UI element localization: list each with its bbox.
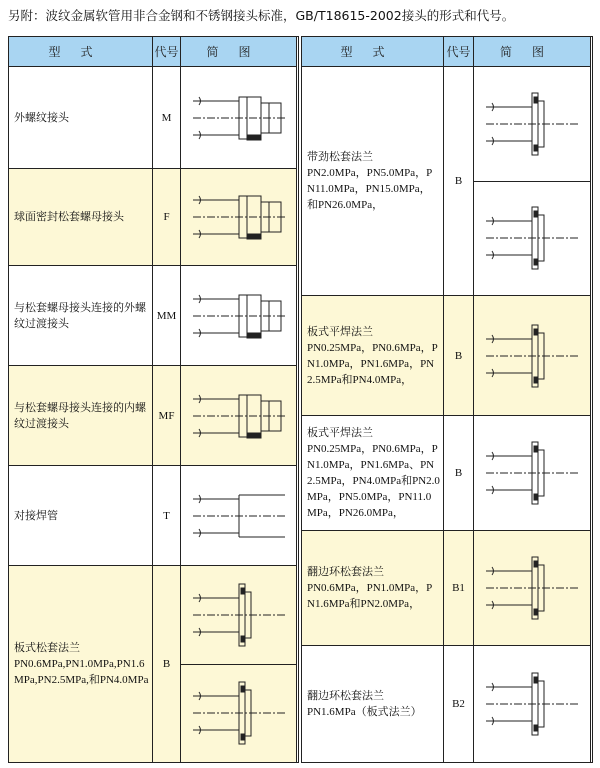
diagram-loose-plate-flange: [181, 665, 296, 763]
pressure-ratings: PN0.25MPa，PN0.6MPa，PN1.0MPa，PN1.6MPa，PN2.5MPa和PN4.0MPa，: [307, 341, 438, 386]
header-diagram: 简图: [474, 37, 591, 67]
fitting-code-cell: B2: [444, 646, 474, 763]
fitting-drawing: [482, 438, 582, 508]
fitting-drawing: [189, 281, 289, 351]
fitting-drawing: [189, 381, 289, 451]
fitting-code-cell: T: [153, 466, 181, 566]
pressure-ratings: PN0.6MPa，PN1.0MPa，PN1.6MPa和PN2.0MPa，: [307, 582, 433, 610]
fitting-code-cell: M: [153, 67, 181, 169]
fitting-drawing: [189, 481, 289, 551]
fitting-code-cell: MF: [153, 366, 181, 466]
fitting-drawing: [482, 669, 582, 739]
fitting-type-cell: [9, 466, 153, 566]
fitting-type-name: 对接焊管: [14, 509, 58, 522]
fitting-type-cell: [9, 169, 153, 266]
fitting-diagram-cell: [474, 646, 591, 763]
diagram-female-adapter: [181, 366, 296, 465]
fitting-code-cell: F: [153, 169, 181, 266]
fitting-type-name: 带劲松套法兰: [307, 151, 373, 163]
fitting-diagram-cell: [181, 466, 297, 566]
fitting-code-cell: MM: [153, 266, 181, 366]
fitting-diagram-cell: [474, 67, 591, 296]
fitting-drawing: [189, 580, 289, 650]
diagram-lap-joint-flange: [474, 531, 590, 645]
diagram-neck-loose-flange: [474, 67, 590, 182]
fitting-diagram-cell: [474, 296, 591, 416]
pressure-ratings: PN0.25MPa，PN0.6MPa，PN1.0MPa，PN1.6MPa、PN2.5MPa，PN4.0MPa和PN2.0MPa，PN5.0MPa，PN11.0MPa，PN26.0MPa，: [307, 443, 440, 519]
diagram-male-thread-fitting: [181, 67, 296, 168]
fitting-drawing: [482, 203, 582, 273]
pressure-ratings: PN2.0MPa，PN5.0MPa，PN11.0MPa，PN15.0MPa，和PN26.0MPa，: [307, 167, 433, 211]
header-code: 代号: [153, 37, 181, 67]
fitting-diagram-cell: [181, 266, 297, 366]
fitting-code-cell: B: [444, 296, 474, 416]
fitting-type-cell: [302, 646, 444, 763]
fitting-code-cell: B: [444, 67, 474, 296]
diagram-lap-joint-flange-plate: [474, 646, 590, 762]
header-type: 型式: [9, 37, 153, 67]
fitting-type-name: 球面密封松套螺母接头: [14, 211, 124, 223]
pressure-ratings: PN1.6MPa（板式法兰）: [307, 706, 422, 718]
fitting-type-name: 外螺纹接头: [14, 111, 69, 124]
fitting-type-name: 翻边环松套法兰: [307, 690, 384, 702]
fitting-type-name: 板式平焊法兰: [307, 427, 373, 439]
header-diagram: 简图: [181, 37, 297, 67]
fitting-diagram-cell: [181, 169, 297, 266]
fitting-drawing: [482, 553, 582, 623]
fitting-type-cell: [302, 296, 444, 416]
fitting-code-cell: B: [153, 566, 181, 763]
fitting-type-cell: [302, 67, 444, 296]
diagram-loose-plate-flange: [181, 566, 296, 665]
fitting-drawing: [189, 83, 289, 153]
fitting-type-name: 与松套螺母接头连接的外螺纹过渡接头: [14, 301, 146, 330]
fitting-type-cell: [302, 416, 444, 531]
fitting-code-cell: B: [444, 416, 474, 531]
fitting-type-cell: [9, 67, 153, 169]
diagram-male-adapter: [181, 266, 296, 365]
fitting-type-cell: [302, 531, 444, 646]
fitting-type-cell: [9, 566, 153, 763]
fitting-drawing: [189, 182, 289, 252]
fitting-type-cell: [9, 266, 153, 366]
fitting-diagram-cell: [181, 67, 297, 169]
page-title: 另附：波纹金属软管用非合金钢和不锈钢接头标准，GB/T18615-2002接头的形式和代号。: [8, 8, 515, 23]
fitting-drawing: [189, 678, 289, 748]
fitting-drawing: [482, 89, 582, 159]
diagram-neck-loose-flange: [474, 182, 590, 296]
fitting-diagram-cell: [474, 531, 591, 646]
fitting-type-name: 与松套螺母接头连接的内螺纹过渡接头: [14, 401, 146, 430]
fitting-diagram-cell: [181, 566, 297, 763]
diagram-spherical-seal-nut-fitting: [181, 169, 296, 265]
fitting-type-name: 翻边环松套法兰: [307, 566, 384, 578]
fitting-diagram-cell: [181, 366, 297, 466]
fitting-diagram-cell: [474, 416, 591, 531]
left-table: [8, 36, 299, 763]
diagram-butt-weld-pipe: [181, 466, 296, 565]
fitting-type-name: 板式平焊法兰: [307, 325, 373, 338]
fitting-type-name: 板式松套法兰: [14, 642, 80, 654]
header-code: 代号: [444, 37, 474, 67]
fitting-type-cell: [9, 366, 153, 466]
diagram-plate-slip-on-flange: [474, 416, 590, 530]
right-table: [301, 36, 593, 763]
fitting-code-cell: B1: [444, 531, 474, 646]
pressure-ratings: PN0.6MPa,PN1.0MPa,PN1.6MPa,PN2.5MPa,和PN4.0MPa: [14, 658, 149, 686]
header-type: 型式: [302, 37, 444, 67]
diagram-plate-slip-on-flange: [474, 296, 590, 415]
fitting-drawing: [482, 321, 582, 391]
